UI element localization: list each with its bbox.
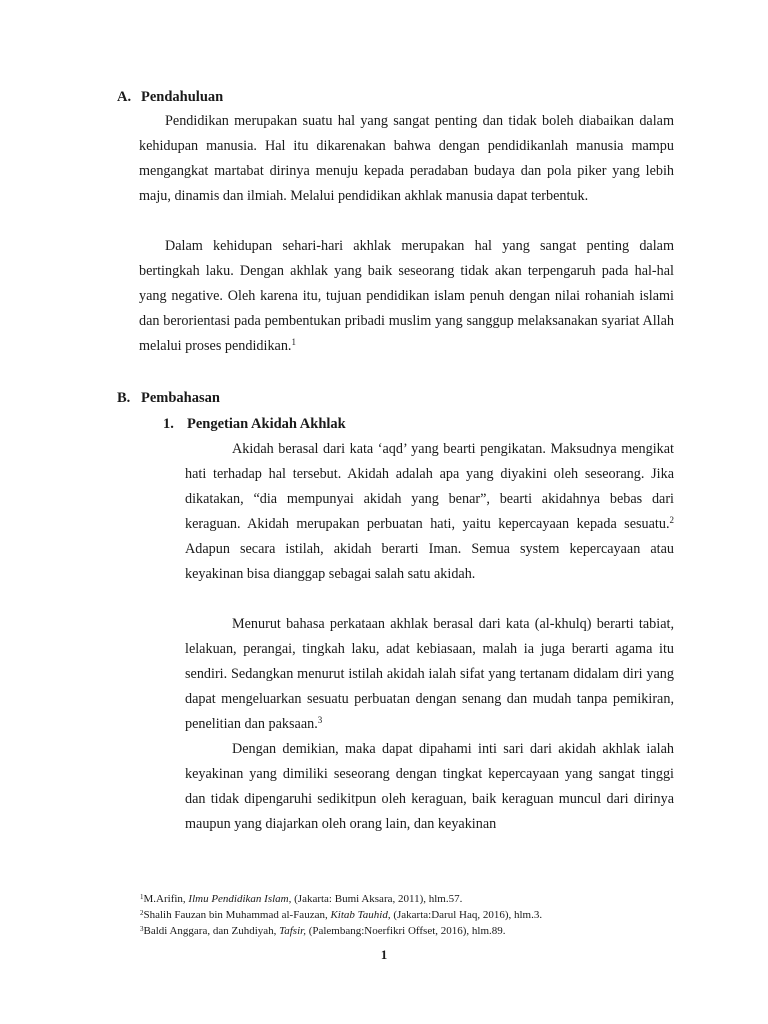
section-b-title: Pembahasan — [141, 390, 220, 406]
section-a-marker: A. — [117, 89, 132, 105]
subsection-1-title: Pengetian Akidah Akhlak — [187, 416, 346, 432]
section-b-heading — [117, 389, 220, 407]
section-a-title: Pendahuluan — [141, 89, 224, 105]
footnote-ref-1[interactable]: 1 — [291, 337, 296, 347]
section-b-marker: B. — [117, 390, 131, 406]
conclusion-paragraph: Dengan demikian, maka dapat dipahami inti sari dari akidah akhlak ialah keyakinan yang dimiliki seseorang dengan tingkat kepercayaan yang sangat tinggi dan tidak dipengaruhi sedikitpun oleh keraguan, baik keraguan muncul dari dirinya maupun yang diajarkan oleh orang lain, dan keyakinan — [185, 741, 674, 832]
intro-paragraph-2-text: Dalam kehidupan sehari-hari akhlak merupakan hal yang sangat penting dalam bertingkah laku. Dengan akhlak yang baik seseorang tidak akan terpengaruh pada hal-hal yang negative. Oleh karena itu, tujuan pendidikan islam penuh dengan nilai rohaniah islami dan berorientasi pada pembentukan pribadi muslim yang sanggup melaksanakan syariat Allah melalui proses pendidikan. — [139, 238, 674, 354]
footnote-ref-2[interactable]: 2 — [669, 515, 674, 525]
intro-paragraph-1: Pendidikan merupakan suatu hal yang sangat penting dan tidak boleh diabaikan dalam kehidupan manusia. Hal itu dikarenakan bahwa dengan pendidikanlah manusia mampu mengangkat martabat dirinya menuju kepada peradaban budaya dan pola piker yang lebih maju, dinamis dan ilmiah. Melalui pendidikan akhlak manusia dapat terbentuk. — [139, 113, 674, 204]
footnotes — [140, 891, 660, 939]
akidah-paragraph-text-a: Akidah berasal dari kata ‘aqd’ yang bearti pengikatan. Maksudnya mengikat hati terhadap hal tersebut. Akidah adalah apa yang diyakini oleh seseorang. Jika dikatakan, “dia mempunyai akidah yang benar”, bearti akidahnya bebas dari keraguan. Akidah merupakan perbuatan hati, yaitu kepercayaan kepada sesuatu. — [185, 441, 674, 532]
footnote-2-book-title: Kitab Tauhid — [330, 909, 388, 921]
intro-paragraph-2 — [139, 234, 674, 359]
akidah-paragraph — [185, 437, 674, 587]
footnote-ref-3[interactable]: 3 — [317, 715, 323, 725]
subsection-1-heading — [163, 415, 346, 433]
footnote-2: $^2$Shalih Fauzan bin Muhammad al-Fauzan, Kitab Tauhid, (Jakarta:Darul Haq, 2016), hlm.3. — [140, 909, 543, 921]
section-a-heading — [117, 88, 223, 106]
footnote-3: $^3$Baldi Anggara, dan Zuhdiyah, Tafsir, (Palembang:Noerfikri Offset, 2016), hlm.89. — [140, 925, 506, 937]
akhlak-paragraph — [185, 612, 674, 737]
akidah-paragraph-text-b: Adapun secara istilah, akidah berarti Iman. Semua system kepercayaan atau keyakinan bisa dianggap sebagai salah satu akidah. — [185, 541, 674, 582]
page-number: 1 — [380, 947, 388, 962]
subsection-1-marker: 1. — [163, 416, 174, 432]
footnote-1: $^1$M.Arifin, Ilmu Pendidikan Islam, (Jakarta: Bumi Aksara, 2011), hlm.57. — [140, 893, 463, 905]
footnote-1-book-title: Ilmu Pendidikan Islam, — [188, 893, 292, 905]
akhlak-paragraph-text: Menurut bahasa perkataan akhlak berasal dari kata (al-khulq) berarti tabiat, lelakuan, perangai, tingkah laku, adat kebiasaan, malah ia juga berarti agama itu sendiri. Sedangkan menurut istilah akidah ialah sifat yang tertanam didalam diri yang dapat mengeluarkan sesuatu perbuatan dengan senang dan mudah tanpa pemikiran, penelitian dan paksaan. — [185, 616, 674, 732]
footnote-3-book-title: Tafsir, — [279, 925, 306, 937]
